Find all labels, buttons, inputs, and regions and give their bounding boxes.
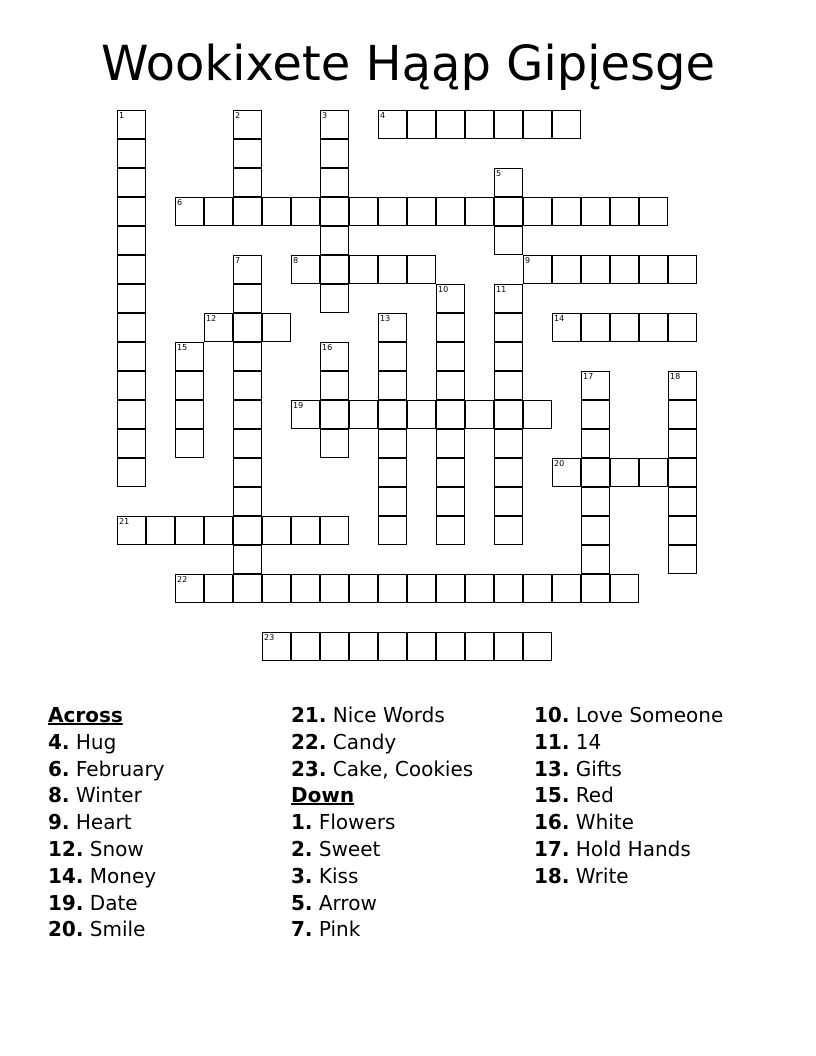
grid-cell[interactable] bbox=[320, 342, 349, 371]
grid-cell[interactable] bbox=[117, 429, 146, 458]
clue-text: Heart bbox=[69, 810, 132, 835]
grid-cell[interactable] bbox=[175, 400, 204, 429]
grid-cell[interactable] bbox=[494, 458, 523, 487]
grid-cell[interactable] bbox=[436, 313, 465, 342]
grid-cell[interactable] bbox=[523, 110, 552, 139]
down-clue bbox=[534, 702, 784, 729]
grid-cell[interactable] bbox=[291, 516, 320, 545]
cell-number: 11 bbox=[496, 285, 507, 294]
grid-cell[interactable] bbox=[349, 400, 378, 429]
grid-cell[interactable] bbox=[175, 342, 204, 371]
grid-cell[interactable] bbox=[233, 168, 262, 197]
grid-cell[interactable] bbox=[494, 197, 523, 226]
grid-cell[interactable] bbox=[378, 516, 407, 545]
down-clue bbox=[534, 809, 784, 836]
grid-cell[interactable] bbox=[523, 400, 552, 429]
grid-cell[interactable] bbox=[378, 197, 407, 226]
grid-cell[interactable] bbox=[581, 458, 610, 487]
grid-cell[interactable] bbox=[233, 197, 262, 226]
down-clue bbox=[291, 836, 541, 863]
grid-cell[interactable] bbox=[668, 429, 697, 458]
cell-number: 4 bbox=[380, 111, 386, 120]
cell-number: 15 bbox=[177, 343, 188, 352]
grid-cell[interactable] bbox=[117, 516, 146, 545]
grid-cell[interactable] bbox=[436, 516, 465, 545]
across-clue bbox=[291, 756, 541, 783]
grid-cell[interactable] bbox=[552, 197, 581, 226]
grid-cell[interactable] bbox=[465, 197, 494, 226]
across-clues bbox=[48, 729, 298, 943]
grid-cell[interactable] bbox=[581, 487, 610, 516]
clue-number: 5. bbox=[291, 890, 313, 915]
down-clues-continued bbox=[534, 702, 784, 890]
grid-cell[interactable] bbox=[581, 516, 610, 545]
grid-cell[interactable] bbox=[204, 313, 233, 342]
cell-number: 10 bbox=[438, 285, 449, 294]
grid-cell[interactable] bbox=[639, 313, 668, 342]
grid-cell[interactable] bbox=[175, 371, 204, 400]
grid-cell[interactable] bbox=[523, 197, 552, 226]
across-heading: Across bbox=[48, 703, 123, 727]
grid-cell[interactable] bbox=[581, 545, 610, 574]
clue-text: Flowers bbox=[312, 810, 396, 835]
down-heading: Down bbox=[291, 783, 355, 808]
down-clue bbox=[291, 809, 541, 836]
grid-cell[interactable] bbox=[407, 574, 436, 603]
cell-number: 1 bbox=[119, 111, 125, 120]
grid-cell[interactable] bbox=[581, 197, 610, 226]
across-clue bbox=[48, 756, 298, 783]
cell-number: 3 bbox=[322, 111, 328, 120]
grid-cell[interactable] bbox=[291, 255, 320, 284]
grid-cell[interactable] bbox=[233, 516, 262, 545]
grid-cell[interactable] bbox=[465, 110, 494, 139]
grid-cell[interactable] bbox=[494, 284, 523, 313]
grid-cell[interactable] bbox=[233, 371, 262, 400]
grid-cell[interactable] bbox=[436, 632, 465, 661]
grid-cell[interactable] bbox=[378, 255, 407, 284]
clue-number: 22. bbox=[291, 729, 327, 754]
cell-number: 2 bbox=[235, 111, 241, 120]
clue-text: Winter bbox=[69, 783, 142, 808]
across-clue bbox=[48, 809, 298, 836]
grid-cell[interactable] bbox=[117, 371, 146, 400]
grid-cell[interactable] bbox=[494, 632, 523, 661]
clue-column-2 bbox=[291, 702, 541, 943]
grid-cell[interactable] bbox=[175, 516, 204, 545]
clue-text: Hold Hands bbox=[569, 836, 691, 861]
grid-cell[interactable] bbox=[668, 516, 697, 545]
clue-number: 7. bbox=[291, 917, 313, 942]
grid-cell[interactable] bbox=[494, 487, 523, 516]
down-clue bbox=[534, 836, 784, 863]
grid-cell[interactable] bbox=[436, 342, 465, 371]
cell-number: 16 bbox=[322, 343, 333, 352]
across-clue bbox=[48, 836, 298, 863]
grid-cell[interactable] bbox=[610, 255, 639, 284]
grid-cell[interactable] bbox=[233, 342, 262, 371]
grid-cell[interactable] bbox=[349, 574, 378, 603]
grid-cell[interactable] bbox=[465, 574, 494, 603]
cell-number: 6 bbox=[177, 198, 183, 207]
grid-cell[interactable] bbox=[117, 168, 146, 197]
grid-cell[interactable] bbox=[175, 574, 204, 603]
clue-number: 8. bbox=[48, 783, 70, 808]
cell-number: 19 bbox=[293, 401, 304, 410]
grid-cell[interactable] bbox=[320, 139, 349, 168]
grid-cell[interactable] bbox=[494, 168, 523, 197]
grid-cell[interactable] bbox=[494, 400, 523, 429]
grid-cell[interactable] bbox=[378, 371, 407, 400]
grid-cell[interactable] bbox=[436, 371, 465, 400]
grid-cell[interactable] bbox=[320, 255, 349, 284]
across-clue bbox=[291, 729, 541, 756]
clue-number: 10. bbox=[534, 703, 570, 727]
clue-text: Money bbox=[83, 863, 157, 888]
grid-cell[interactable] bbox=[378, 632, 407, 661]
grid-cell[interactable] bbox=[668, 255, 697, 284]
grid-cell[interactable] bbox=[465, 400, 494, 429]
grid-cell[interactable] bbox=[117, 255, 146, 284]
grid-cell[interactable] bbox=[117, 458, 146, 487]
grid-cell[interactable] bbox=[668, 487, 697, 516]
cell-number: 18 bbox=[670, 372, 681, 381]
grid-cell[interactable] bbox=[436, 110, 465, 139]
clue-text: Kiss bbox=[312, 863, 359, 888]
grid-cell[interactable] bbox=[436, 197, 465, 226]
clue-text: February bbox=[69, 756, 165, 781]
grid-cell[interactable] bbox=[146, 516, 175, 545]
cell-number: 14 bbox=[554, 314, 565, 323]
grid-cell[interactable] bbox=[349, 197, 378, 226]
grid-cell[interactable] bbox=[349, 632, 378, 661]
grid-cell[interactable] bbox=[494, 574, 523, 603]
grid-cell[interactable] bbox=[117, 284, 146, 313]
grid-cell[interactable] bbox=[436, 429, 465, 458]
grid-cell[interactable] bbox=[291, 197, 320, 226]
grid-cell[interactable] bbox=[407, 632, 436, 661]
grid-cell[interactable] bbox=[378, 313, 407, 342]
grid-cell[interactable] bbox=[407, 197, 436, 226]
clue-text: Candy bbox=[326, 729, 397, 754]
grid-cell[interactable] bbox=[291, 400, 320, 429]
grid-cell[interactable] bbox=[494, 313, 523, 342]
grid-cell[interactable] bbox=[262, 574, 291, 603]
grid-cell[interactable] bbox=[320, 429, 349, 458]
down-clues bbox=[291, 809, 541, 943]
grid-cell[interactable] bbox=[262, 197, 291, 226]
grid-cell[interactable] bbox=[581, 371, 610, 400]
down-clue bbox=[291, 863, 541, 890]
grid-cell[interactable] bbox=[233, 110, 262, 139]
grid-cell[interactable] bbox=[407, 400, 436, 429]
grid-cell[interactable] bbox=[523, 255, 552, 284]
clue-text: Love Someone bbox=[569, 703, 724, 727]
grid-cell[interactable] bbox=[552, 313, 581, 342]
grid-cell[interactable] bbox=[523, 574, 552, 603]
grid-cell[interactable] bbox=[117, 110, 146, 139]
grid-cell[interactable] bbox=[175, 197, 204, 226]
grid-cell[interactable] bbox=[349, 255, 378, 284]
cell-number: 9 bbox=[525, 256, 531, 265]
grid-cell[interactable] bbox=[581, 313, 610, 342]
grid-cell[interactable] bbox=[610, 197, 639, 226]
grid-cell[interactable] bbox=[233, 139, 262, 168]
grid-cell[interactable] bbox=[465, 632, 494, 661]
clue-number: 13. bbox=[534, 756, 570, 781]
grid-cell[interactable] bbox=[320, 197, 349, 226]
grid-cell[interactable] bbox=[262, 313, 291, 342]
clue-number: 16. bbox=[534, 810, 570, 835]
across-clues-continued bbox=[291, 702, 541, 782]
clue-number: 21. bbox=[291, 703, 327, 727]
grid-cell[interactable] bbox=[233, 545, 262, 574]
grid-cell[interactable] bbox=[117, 226, 146, 255]
grid-cell[interactable] bbox=[320, 516, 349, 545]
grid-cell[interactable] bbox=[610, 458, 639, 487]
clue-number: 2. bbox=[291, 836, 313, 861]
clue-number: 17. bbox=[534, 836, 570, 861]
puzzle-title: Wookixete Hąąp Gipįesge bbox=[100, 36, 716, 92]
grid-cell[interactable] bbox=[552, 458, 581, 487]
clue-text: Pink bbox=[312, 917, 361, 942]
grid-cell[interactable] bbox=[552, 255, 581, 284]
cell-number: 17 bbox=[583, 372, 594, 381]
grid-cell[interactable] bbox=[610, 574, 639, 603]
grid-cell[interactable] bbox=[378, 342, 407, 371]
clue-text: Nice Words bbox=[326, 703, 445, 727]
clue-number: 9. bbox=[48, 810, 70, 835]
grid-cell[interactable] bbox=[523, 632, 552, 661]
grid-cell[interactable] bbox=[668, 313, 697, 342]
clue-column-3 bbox=[534, 702, 784, 890]
grid-cell[interactable] bbox=[494, 429, 523, 458]
cell-number: 20 bbox=[554, 459, 565, 468]
grid-cell[interactable] bbox=[204, 516, 233, 545]
grid-cell[interactable] bbox=[117, 342, 146, 371]
grid-cell[interactable] bbox=[639, 255, 668, 284]
grid-cell[interactable] bbox=[117, 139, 146, 168]
grid-cell[interactable] bbox=[378, 400, 407, 429]
cell-number: 21 bbox=[119, 517, 130, 526]
grid-cell[interactable] bbox=[378, 429, 407, 458]
grid-cell[interactable] bbox=[436, 284, 465, 313]
grid-cell[interactable] bbox=[262, 516, 291, 545]
grid-cell[interactable] bbox=[320, 400, 349, 429]
clue-number: 14. bbox=[48, 863, 84, 888]
grid-cell[interactable] bbox=[233, 400, 262, 429]
grid-cell[interactable] bbox=[378, 487, 407, 516]
grid-cell[interactable] bbox=[668, 400, 697, 429]
across-clue bbox=[48, 916, 298, 943]
across-clue bbox=[48, 890, 298, 917]
cell-number: 8 bbox=[293, 256, 299, 265]
clue-text: Cake, Cookies bbox=[326, 756, 474, 781]
cell-number: 7 bbox=[235, 256, 241, 265]
crossword-grid bbox=[117, 110, 701, 664]
clue-number: 20. bbox=[48, 917, 84, 942]
clue-number: 6. bbox=[48, 756, 70, 781]
clue-text: Write bbox=[569, 863, 629, 888]
grid-cell[interactable] bbox=[639, 197, 668, 226]
across-clue bbox=[48, 782, 298, 809]
grid-cell[interactable] bbox=[233, 458, 262, 487]
grid-cell[interactable] bbox=[436, 574, 465, 603]
grid-cell[interactable] bbox=[291, 632, 320, 661]
grid-cell[interactable] bbox=[639, 458, 668, 487]
across-clue bbox=[48, 863, 298, 890]
grid-cell[interactable] bbox=[494, 371, 523, 400]
grid-cell[interactable] bbox=[233, 255, 262, 284]
grid-cell[interactable] bbox=[668, 458, 697, 487]
clue-text: Gifts bbox=[569, 756, 622, 781]
grid-cell[interactable] bbox=[320, 284, 349, 313]
cell-number: 13 bbox=[380, 314, 391, 323]
grid-cell[interactable] bbox=[262, 632, 291, 661]
grid-cell[interactable] bbox=[552, 574, 581, 603]
clue-text: Smile bbox=[83, 917, 146, 942]
cell-number: 22 bbox=[177, 575, 188, 584]
grid-cell[interactable] bbox=[320, 574, 349, 603]
across-clue bbox=[48, 729, 298, 756]
grid-cell[interactable] bbox=[436, 458, 465, 487]
cell-number: 12 bbox=[206, 314, 217, 323]
down-clue bbox=[291, 916, 541, 943]
grid-cell[interactable] bbox=[117, 313, 146, 342]
grid-cell[interactable] bbox=[378, 458, 407, 487]
clue-number: 19. bbox=[48, 890, 84, 915]
grid-cell[interactable] bbox=[233, 284, 262, 313]
clue-number: 11. bbox=[534, 729, 570, 754]
grid-cell[interactable] bbox=[320, 632, 349, 661]
clue-text: Arrow bbox=[312, 890, 377, 915]
clue-number: 3. bbox=[291, 863, 313, 888]
grid-cell[interactable] bbox=[378, 574, 407, 603]
grid-cell[interactable] bbox=[668, 371, 697, 400]
grid-cell[interactable] bbox=[581, 255, 610, 284]
grid-cell[interactable] bbox=[117, 197, 146, 226]
across-clue bbox=[291, 702, 541, 729]
clue-text: Sweet bbox=[312, 836, 381, 861]
grid-cell[interactable] bbox=[233, 313, 262, 342]
grid-cell[interactable] bbox=[378, 110, 407, 139]
grid-cell[interactable] bbox=[436, 487, 465, 516]
grid-cell[interactable] bbox=[581, 429, 610, 458]
grid-cell[interactable] bbox=[233, 429, 262, 458]
clue-number: 15. bbox=[534, 783, 570, 808]
down-clue bbox=[534, 729, 784, 756]
grid-cell[interactable] bbox=[436, 400, 465, 429]
grid-cell[interactable] bbox=[668, 545, 697, 574]
grid-cell[interactable] bbox=[117, 400, 146, 429]
down-clue bbox=[534, 863, 784, 890]
clue-text: 14 bbox=[569, 729, 602, 754]
grid-cell[interactable] bbox=[320, 168, 349, 197]
grid-cell[interactable] bbox=[233, 574, 262, 603]
grid-cell[interactable] bbox=[494, 110, 523, 139]
clue-number: 23. bbox=[291, 756, 327, 781]
down-clue bbox=[291, 890, 541, 917]
down-clue bbox=[534, 782, 784, 809]
grid-cell[interactable] bbox=[581, 574, 610, 603]
grid-cell[interactable] bbox=[320, 371, 349, 400]
grid-cell[interactable] bbox=[233, 487, 262, 516]
grid-cell[interactable] bbox=[407, 255, 436, 284]
clue-text: Hug bbox=[69, 729, 117, 754]
clue-number: 18. bbox=[534, 863, 570, 888]
grid-cell[interactable] bbox=[320, 226, 349, 255]
clue-text: White bbox=[569, 810, 634, 835]
grid-cell[interactable] bbox=[581, 400, 610, 429]
clue-text: Date bbox=[83, 890, 138, 915]
grid-cell[interactable] bbox=[204, 574, 233, 603]
clue-text: Snow bbox=[83, 836, 144, 861]
grid-cell[interactable] bbox=[552, 110, 581, 139]
grid-cell[interactable] bbox=[204, 197, 233, 226]
cell-number: 5 bbox=[496, 169, 502, 178]
grid-cell[interactable] bbox=[320, 110, 349, 139]
grid-cell[interactable] bbox=[494, 516, 523, 545]
clue-text: Red bbox=[569, 783, 614, 808]
grid-cell[interactable] bbox=[610, 313, 639, 342]
grid-cell[interactable] bbox=[494, 226, 523, 255]
grid-cell[interactable] bbox=[291, 574, 320, 603]
clue-number: 1. bbox=[291, 810, 313, 835]
clue-number: 12. bbox=[48, 836, 84, 861]
grid-cell[interactable] bbox=[175, 429, 204, 458]
clue-number: 4. bbox=[48, 729, 70, 754]
down-clue bbox=[534, 756, 784, 783]
grid-cell[interactable] bbox=[407, 110, 436, 139]
clue-column-1 bbox=[48, 702, 298, 943]
grid-cell[interactable] bbox=[494, 342, 523, 371]
cell-number: 23 bbox=[264, 633, 275, 642]
